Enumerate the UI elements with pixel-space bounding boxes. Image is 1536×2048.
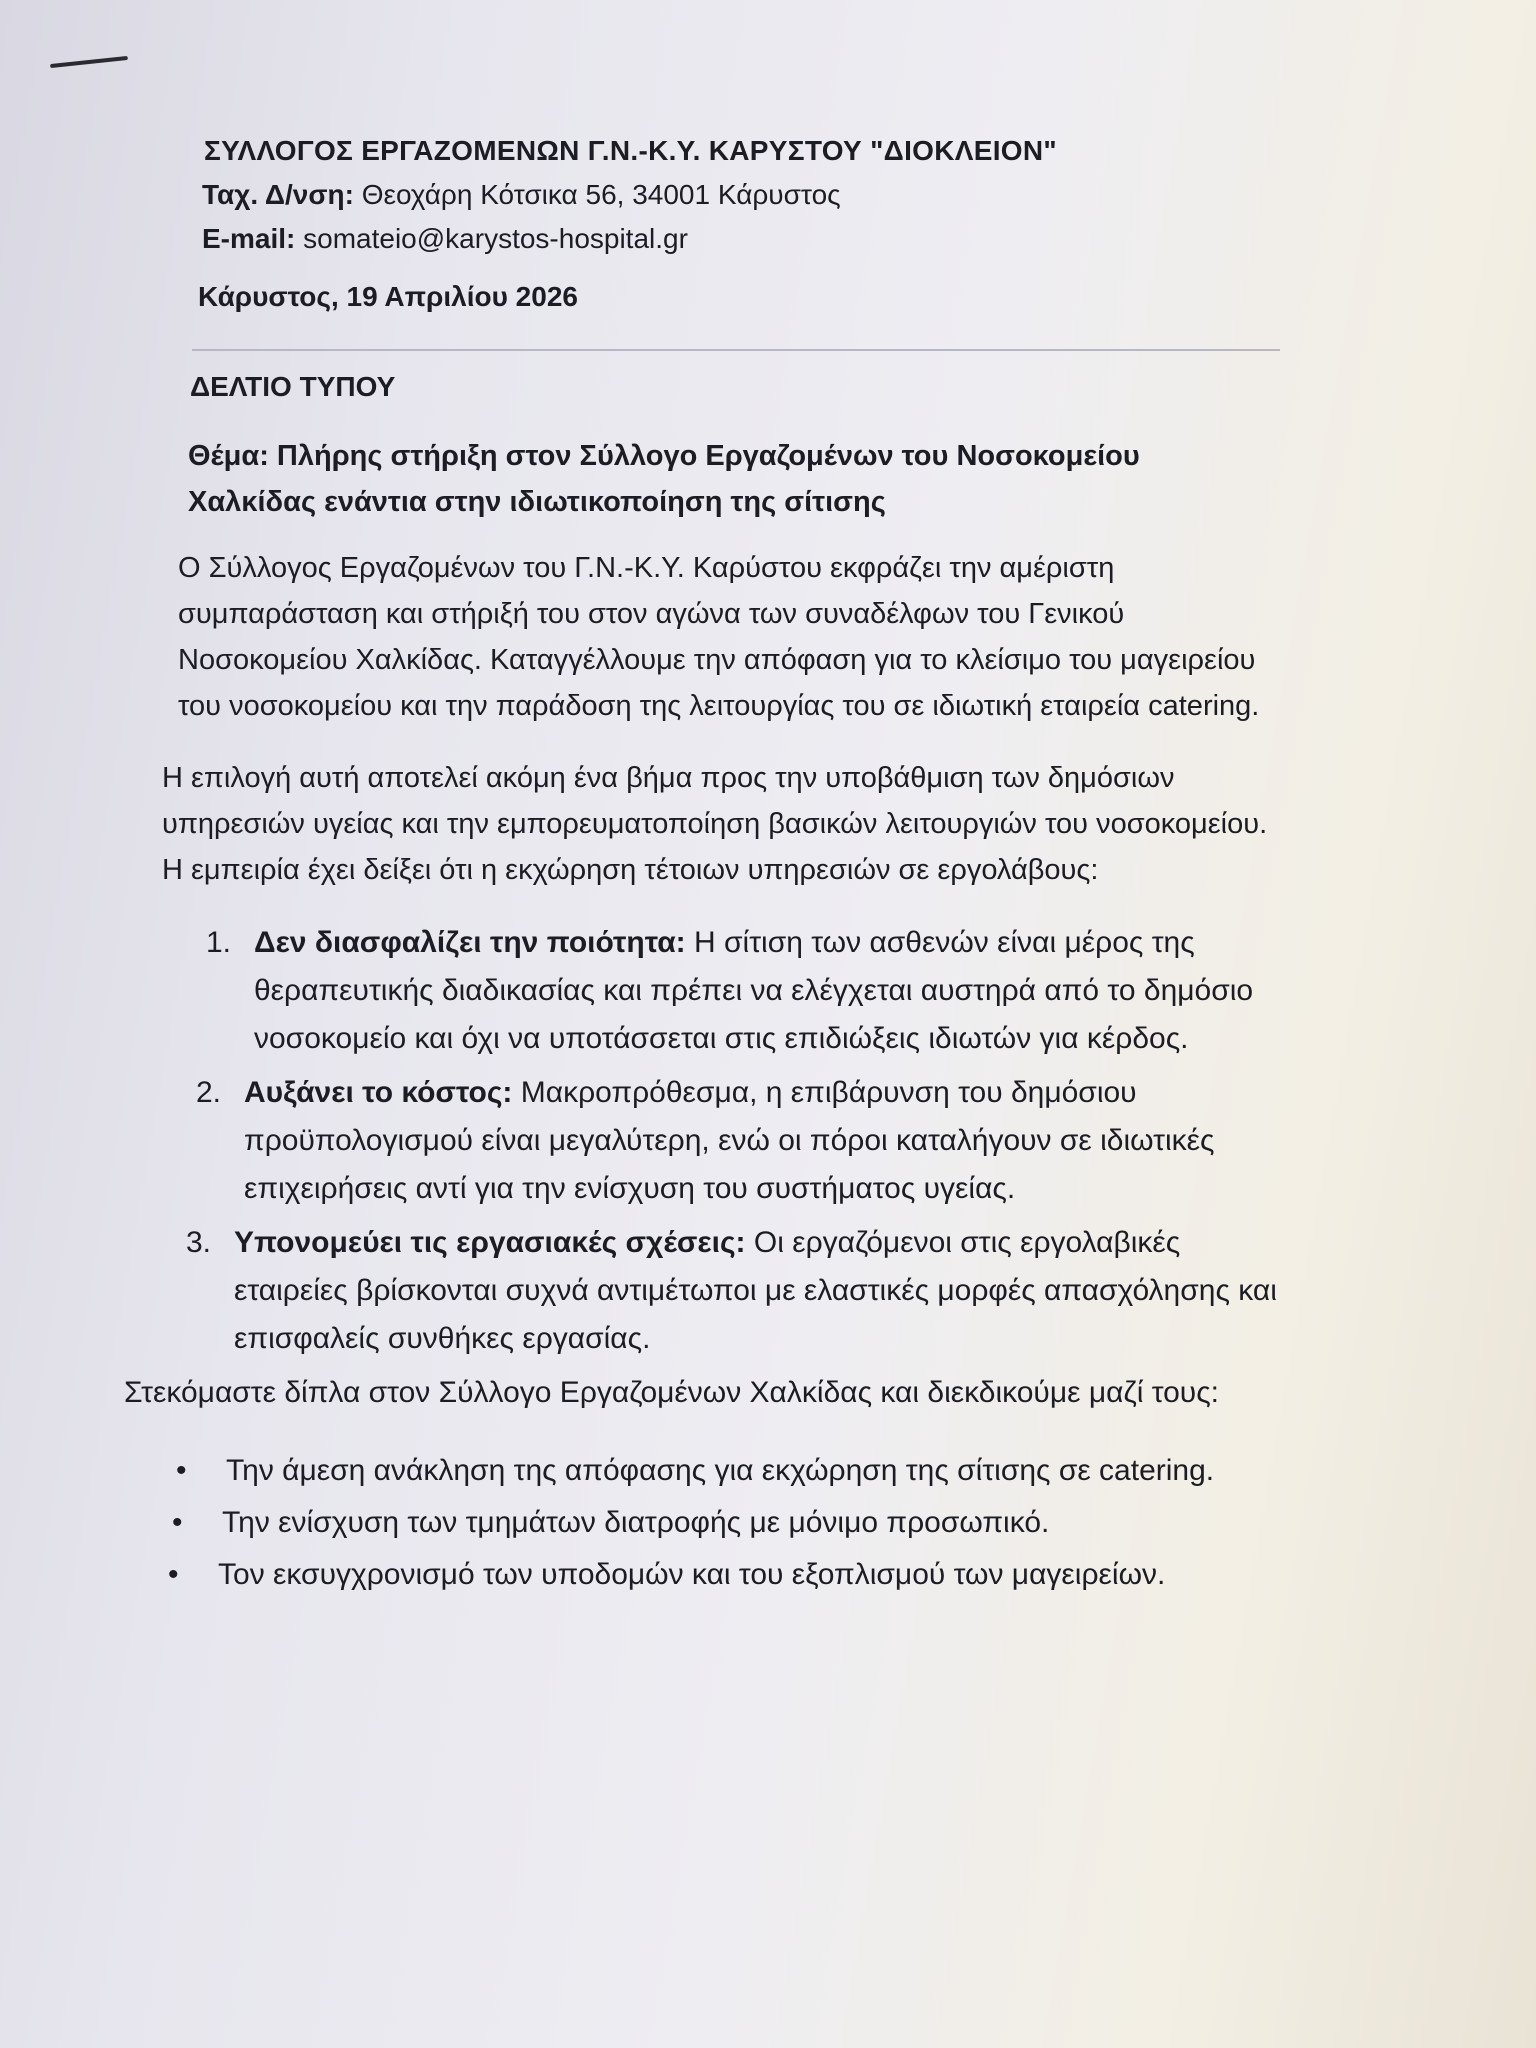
point-heading: Υπονομεύει τις εργασιακές σχέσεις: <box>234 1226 746 1259</box>
paragraph-2: Η επιλογή αυτή αποτελεί ακόμη ένα βήμα προς την υποβάθμιση των δημόσιων υπηρεσιών υγείας και την εμπορευματοποίηση βασικών λειτουργιών του νοσοκομείου. Η εμπειρία έχει δείξει ότι η εκχώρηση τέτοιων υπηρεσιών σε εργολάβους: <box>162 762 1268 886</box>
demand-item <box>142 1551 1278 1599</box>
point-number: 2. <box>196 1076 222 1109</box>
paragraph-1: Ο Σύλλογος Εργαζομένων του Γ.Ν.-Κ.Υ. Καρύστου εκφράζει την αμέριστη συμπαράσταση και στήριξή του στον αγώνα των συναδέλφων του Γενικού Νοσοκομείου Χαλκίδας. Καταγγέλλουμε την απόφαση για το κλείσιμο του μαγειρείου του νοσοκομείου και την παράδοση της λειτουργίας του σε ιδιωτική εταιρεία catering. <box>178 552 1260 722</box>
point-text: Μακροπρόθεσμα, η επιβάρυνση του δημόσιου προϋπολογισμού είναι μεγαλύτερη, ενώ οι πόροι καταλήγουν σε ιδιωτικές επιχειρήσεις αντί για την ενίσχυση του συστήματος υγείας. <box>244 1076 1215 1205</box>
date-line: Κάρυστος, 19 Απριλίου 2026 <box>198 281 578 312</box>
address-line <box>202 179 1310 211</box>
address-label: Ταχ. Δ/νση: <box>202 179 354 210</box>
email-label: E-mail: <box>202 223 296 254</box>
demand-item <box>146 1499 1282 1547</box>
point-text: Οι εργαζόμενοι στις εργολαβικές εταιρείες βρίσκονται συχνά αντιμέτωποι με ελαστικές μορφές απασχόλησης και επισφαλείς συνθήκες εργασίας. <box>234 1226 1277 1355</box>
demand-item <box>150 1447 1286 1495</box>
email-value: somateio@karystos-hospital.gr <box>295 223 688 254</box>
numbered-point <box>130 1219 1284 1363</box>
address-value: Θεοχάρη Κότσικα 56, 34001 Κάρυστος <box>353 179 841 210</box>
demand-text: Την άμεση ανάκληση της απόφασης για εκχώρηση της σίτισης σε catering. <box>226 1454 1215 1487</box>
subject-line: Θέμα: Πλήρης στήριξη στον Σύλλογο Εργαζομένων του Νοσοκομείου Χαλκίδας ενάντια στην ιδιωτικοποίηση της σίτισης <box>188 440 1140 518</box>
numbered-points <box>150 919 1310 1363</box>
bullet-icon: • <box>168 1558 179 1591</box>
point-text: Η σίτιση των ασθενών είναι μέρος της θεραπευτικής διαδικασίας και πρέπει να ελέγχεται αυστηρά από το δημόσιο νοσοκομείο και όχι να υποτάσσεται στις επιδιώξεις ιδιωτών για κέρδος. <box>254 926 1254 1055</box>
point-heading: Δεν διασφαλίζει την ποιότητα: <box>254 926 686 959</box>
press-release-document <box>124 135 1310 1603</box>
bullet-icon: • <box>172 1506 183 1539</box>
point-number: 1. <box>206 926 232 959</box>
organization-name: ΣΥΛΛΟΓΟΣ ΕΡΓΑΖΟΜΕΝΩΝ Γ.Ν.-Κ.Υ. ΚΑΡΥΣΤΟΥ "ΔΙΟΚΛΕΙΟΝ" <box>204 135 1057 166</box>
paragraph-3: Στεκόμαστε δίπλα στον Σύλλογο Εργαζομένων Χαλκίδας και διεκδικούμε μαζί τους: <box>124 1376 1219 1409</box>
bullet-icon: • <box>176 1454 187 1487</box>
demand-text: Τον εκσυγχρονισμό των υποδομών και του εξοπλισμού των μαγειρείων. <box>218 1558 1166 1591</box>
point-number: 3. <box>186 1226 212 1259</box>
demand-text: Την ενίσχυση των τμημάτων διατροφής με μόνιμο προσωπικό. <box>222 1506 1050 1539</box>
point-heading: Αυξάνει το κόστος: <box>244 1076 513 1109</box>
email-line <box>202 223 1310 255</box>
numbered-point <box>150 919 1304 1063</box>
header-divider <box>192 349 1280 351</box>
demands-list <box>150 1447 1310 1599</box>
pen-mark <box>50 56 128 68</box>
numbered-point <box>140 1069 1294 1213</box>
press-release-title: ΔΕΛΤΙΟ ΤΥΠΟΥ <box>190 371 396 402</box>
